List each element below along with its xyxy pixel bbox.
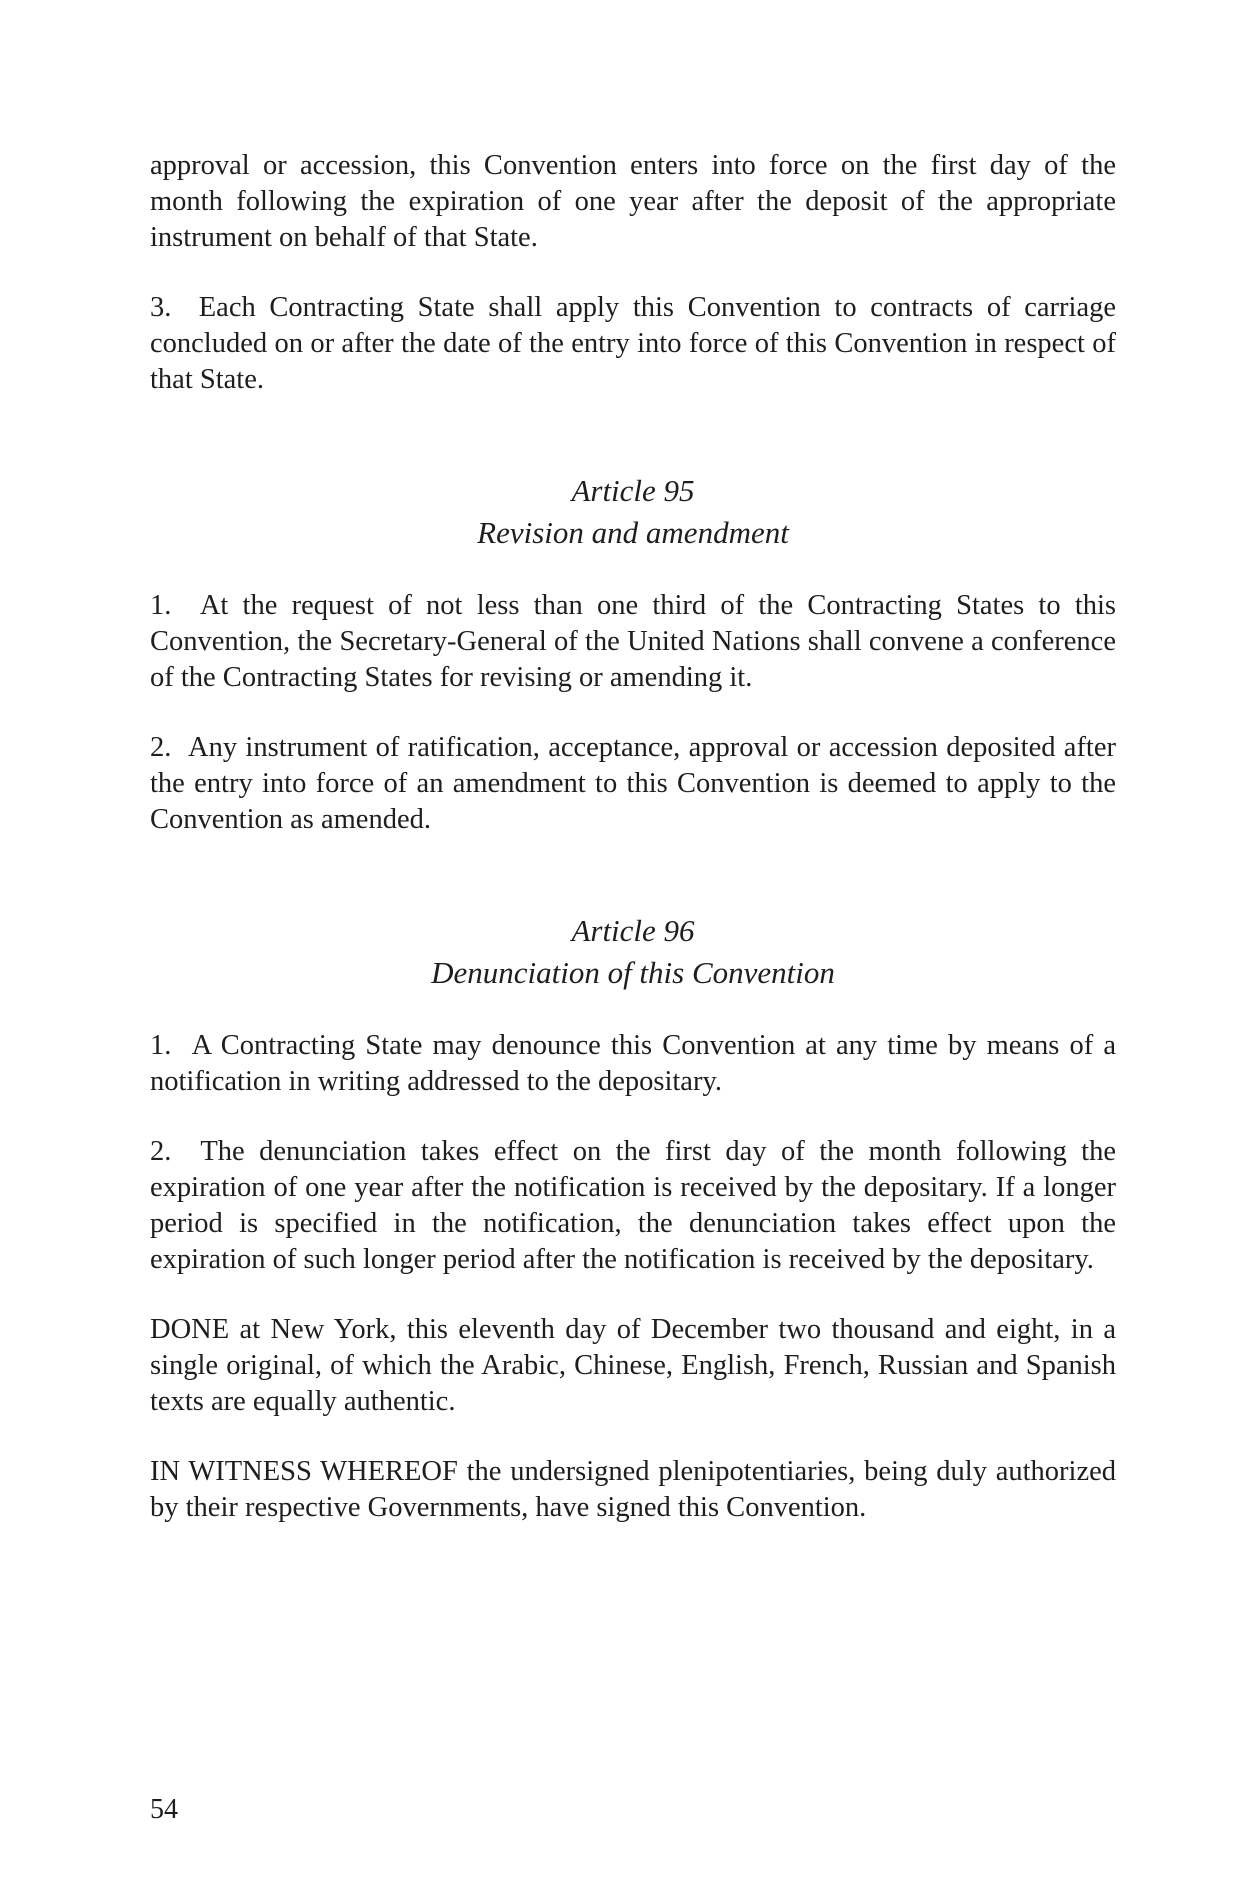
page-number: 54 — [150, 1794, 178, 1825]
article-95-title: Revision and amendment — [477, 515, 789, 550]
witness-paragraph: IN WITNESS WHEREOF the undersigned plenipotentiaries, being duly authorized by their respective Governments, have signed this Convention. — [150, 1456, 1116, 1523]
done-at-paragraph: DONE at New York, this eleventh day of December two thousand and eight, in a single original, of which the Arabic, Chinese, English, French, Russian and Spanish texts are equally authentic. — [150, 1314, 1116, 1417]
article-96-heading — [150, 910, 1116, 994]
article-96-number: Article 96 — [571, 913, 695, 948]
article-94-paragraph-3: 3. Each Contracting State shall apply this Convention to contracts of carriage concluded on or after the date of the entry into force of this Convention in respect of that State. — [150, 292, 1116, 395]
article-95-paragraph-2: 2. Any instrument of ratification, acceptance, approval or accession deposited after the entry into force of an amendment to this Convention is deemed to apply to the Convention as amended. — [150, 732, 1116, 835]
article-96-paragraph-1: 1. A Contracting State may denounce this Convention at any time by means of a notification in writing addressed to the depositary. — [150, 1030, 1116, 1097]
article-95-heading — [150, 470, 1116, 554]
article-95-number: Article 95 — [571, 473, 695, 508]
article-96-paragraph-2: 2. The denunciation takes effect on the first day of the month following the expiration of one year after the notification is received by the depositary. If a longer period is specified in the notification, the denunciation takes effect upon the expiration of such longer period after the notification is received by the depositary. — [150, 1136, 1116, 1275]
article-96-title: Denunciation of this Convention — [431, 955, 835, 990]
continuation-paragraph: approval or accession, this Convention enters into force on the first day of the month following the expiration of one year after the deposit of the appropriate instrument on behalf of that State. — [150, 150, 1116, 253]
article-95-paragraph-1: 1. At the request of not less than one third of the Contracting States to this Convention, the Secretary-General of the United Nations shall convene a conference of the Contracting States for revising or amending it. — [150, 590, 1116, 693]
document-page — [150, 148, 1116, 1526]
